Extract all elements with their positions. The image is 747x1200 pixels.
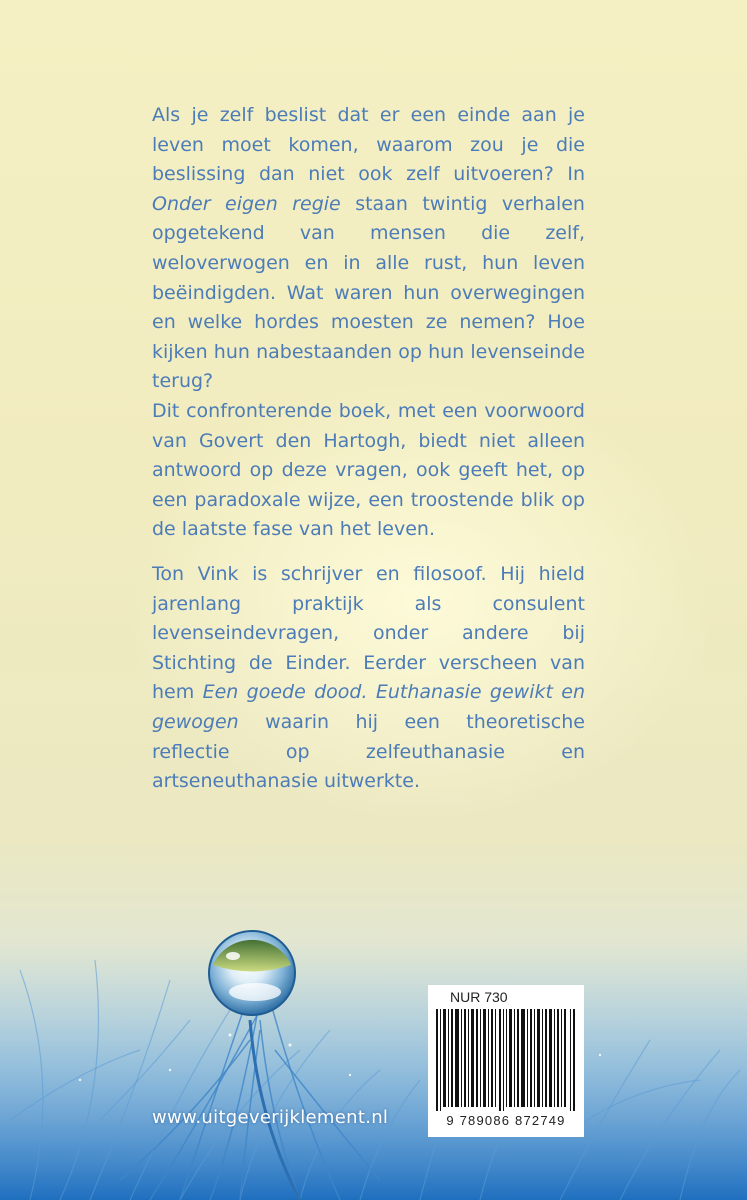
- description-paragraph-2: Dit confronterende boek, met een voorwoord van Govert den Hartogh, biedt niet alleen antwoord op deze vragen, ook geeft het, op een paradoxale wijze, een troostende blik op de laatste fase van het leven.: [152, 399, 585, 541]
- dewdrop: [209, 931, 295, 1015]
- book-title-italic: Onder eigen regie: [152, 192, 341, 215]
- isbn-barcode: [436, 1009, 576, 1111]
- book-description: [152, 101, 585, 545]
- nur-code: NUR 730: [450, 989, 508, 1005]
- description-paragraph-1: Als je zelf beslist dat er een einde aan je leven moet komen, waarom zou je die beslissing dan niet ook zelf uitvoeren? In Onder eigen regie staan twintig verhalen opgetekend van mensen die zelf, weloverwogen en in alle rust, hun leven beëindigden. Wat waren hun overwegingen en welke hordes moesten ze nemen? Hoe kijken hun nabestaanden op hun levenseinde terug?: [152, 104, 585, 393]
- barcode-box: [428, 985, 584, 1137]
- isbn-number: 9 789086 872749: [446, 1113, 566, 1128]
- previous-book-title: Een goede dood. Euthanasie gewikt en gewogen: [152, 681, 585, 733]
- publisher-url[interactable]: www.uitgeverijklement.nl: [152, 1107, 389, 1128]
- dandelion-dewdrop-illustration: [0, 820, 747, 1200]
- author-bio: Ton Vink is schrijver en filosoof. Hij hield jarenlang praktijk als consulent levenseindevragen, onder andere bij Stichting de Einder. Eerder verscheen van hem Een goede dood. Euthanasie gewikt en gewogen waarin hij een theoretische reflectie op zelfeuthanasie en artseneuthanasie uitwerkte.: [152, 563, 585, 793]
